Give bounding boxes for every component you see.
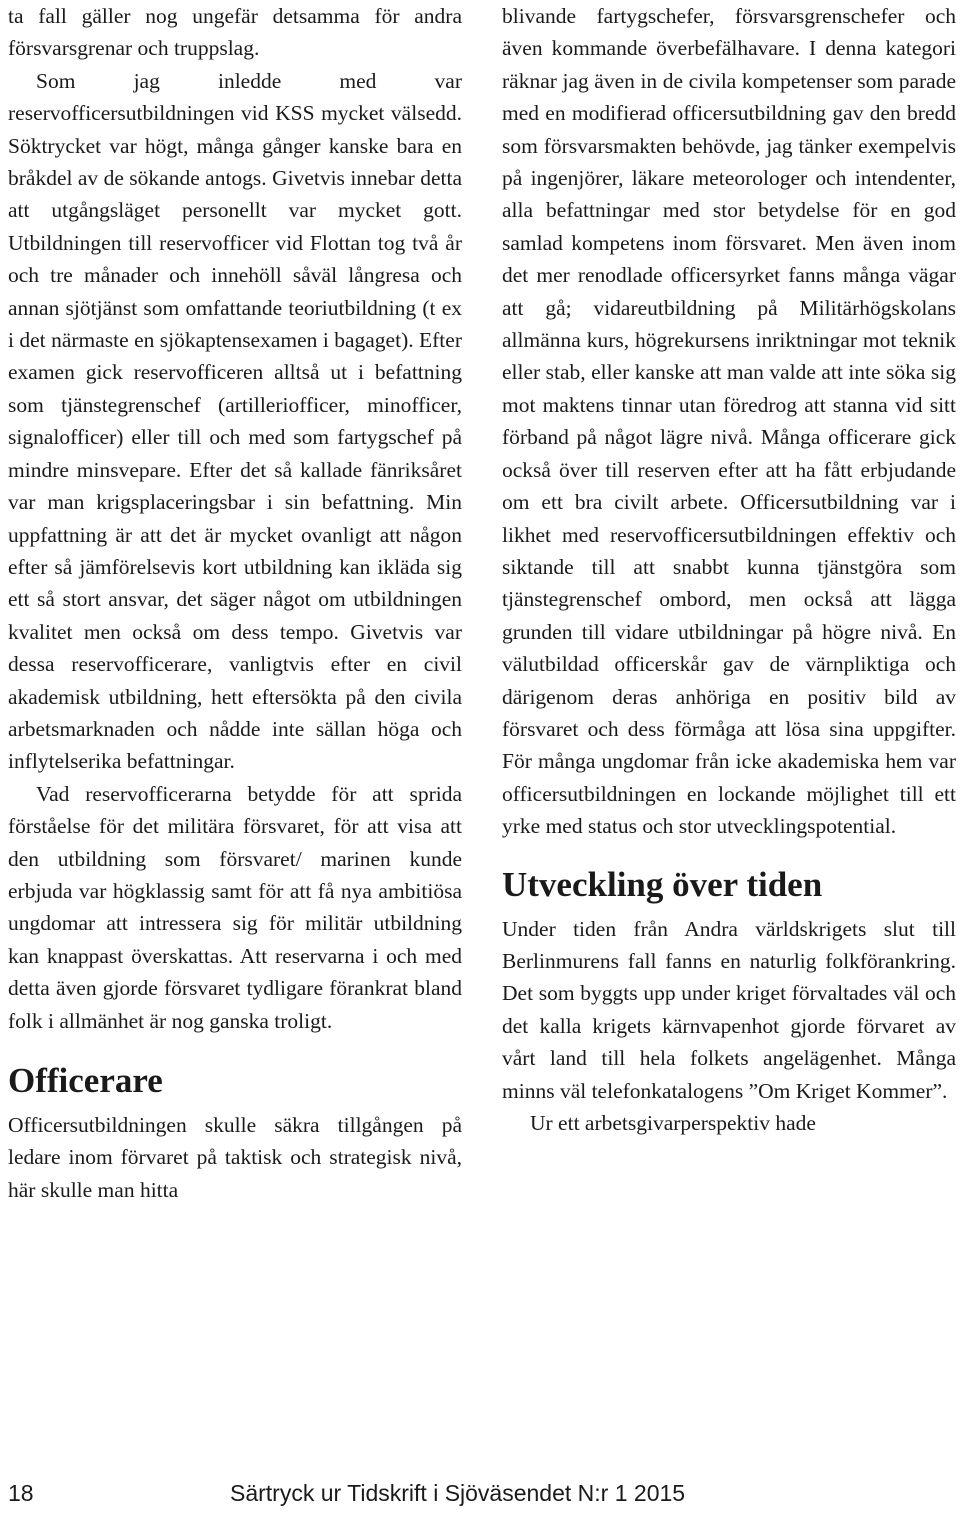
body-paragraph: Vad reservofficerarna betydde för att sprida förståelse för det militära försvaret, för att visa att den utbildning som försvaret/ marinen kunde erbjuda var högklassig samt för att få nya ambitiösa ungdomar att intressera sig för militär utbildning kan knappast överskattas. Att reservarna i och med detta även gjorde försvaret tydligare förankrat bland folk i allmänhet är nog ganska troligt. <box>8 781 462 1033</box>
body-paragraph: Ur ett arbetsgivarperspektiv hade <box>530 1111 816 1135</box>
body-paragraph: Som jag inledde med var reservofficersutbildningen vid KSS mycket välsedd. Söktrycket var högt, många gånger kanske bara en bråkdel av de sökande antogs. Givetvis innebar detta att utgångsläget personellt var mycket gott. Utbildningen till reservofficer vid Flottan tog två år och tre månader och innehöll såväl långresa och annan sjötjänst som omfattande teoriutbildning (t ex i det närmaste en sjökaptensexamen i bagaget). Efter examen gick reservofficeren alltså ut i befattning som tjänstegrenschef (artilleriofficer, minofficer, signalofficer) eller till och med som fartygschef på mindre minsvepare. Efter det så kallade fänriksåret var man krigsplaceringsbar i sin befattning. Min uppfattning är att det är mycket ovanligt att någon efter så jämförelsevis kort utbildning kan ikläda sig ett så stort ansvar, det säger något om utbildningen kvalitet men också om dess tempo. Givetvis var dessa reservofficerare, vanligtvis efter en civil akademisk utbildning, hett eftersökta på den civila arbetsmarknaden och nådde inte sällan höga och inflytelserika befattningar. <box>8 68 462 774</box>
journal-reference: Särtryck ur Tidskrift i Sjöväsendet N:r 1 2015 <box>230 1480 686 1506</box>
right-column <box>502 0 956 1139</box>
body-paragraph: Under tiden från Andra världskrigets slut till Berlinmurens fall fanns en naturlig folkförankring. Det som byggts upp under kriget förvaltades väl och det kalla krigets kärnvapenhot gjorde förvaret av vårt land till hela folkets angelägenhet. Många minns väl telefonkatalogens ”Om Kriget Kommer”. <box>502 916 956 1103</box>
body-paragraph: ta fall gäller nog ungefär detsamma för andra försvarsgrenar och truppslag. <box>8 4 462 61</box>
section-heading-officerare: Officerare <box>8 1061 163 1100</box>
body-paragraph: blivande fartygschefer, försvarsgrenschefer och även kommande överbefälhavare. I denna kategori räknar jag även in de civila kompetenser som parade med en modifierad officersutbildning gav den bredd som försvarsmakten behövde, jag tänker exempelvis på ingenjörer, läkare meteorologer och intendenter, alla befattningar med stor betydelse för en god samlad kompetens inom försvaret. Men även inom det mer renodlade officersyrket fanns många vägar att gå; vidareutbildning på Militärhögskolans allmänna kurs, högrekursens inriktningar mot teknik eller stab, eller kanske att man valde att inte söka sig mot maktens tinnar utan föredrog att stanna vid sitt förband på något lägre nivå. Många officerare gick också över till reserven efter att ha fått erbjudande om ett bra civilt arbete. Officersutbildning var i likhet med reservofficersutbildningen effektiv och siktande till att snabbt kunna tjänstgöra som tjänstegrenschef ombord, men också att lägga grunden till vidare utbildningar på högre nivå. En välutbildad officerskår gav de värnpliktiga och därigenom deras anhöriga en positiv bild av försvaret och dess förmåga att lösa sina uppgifter. För många ungdomar från icke akademiska hem var officersutbildningen en lockande möjlighet till ett yrke med status och stor utvecklingspotential. <box>502 4 956 839</box>
body-paragraph: Officersutbildningen skulle säkra tillgången på ledare inom förvaret på taktisk och strategisk nivå, här skulle man hitta <box>8 1113 462 1202</box>
page-number: 18 <box>8 1480 34 1506</box>
section-heading-utveckling: Utveckling över tiden <box>502 864 823 904</box>
left-column <box>8 0 462 1206</box>
page-footer <box>8 1480 952 1514</box>
